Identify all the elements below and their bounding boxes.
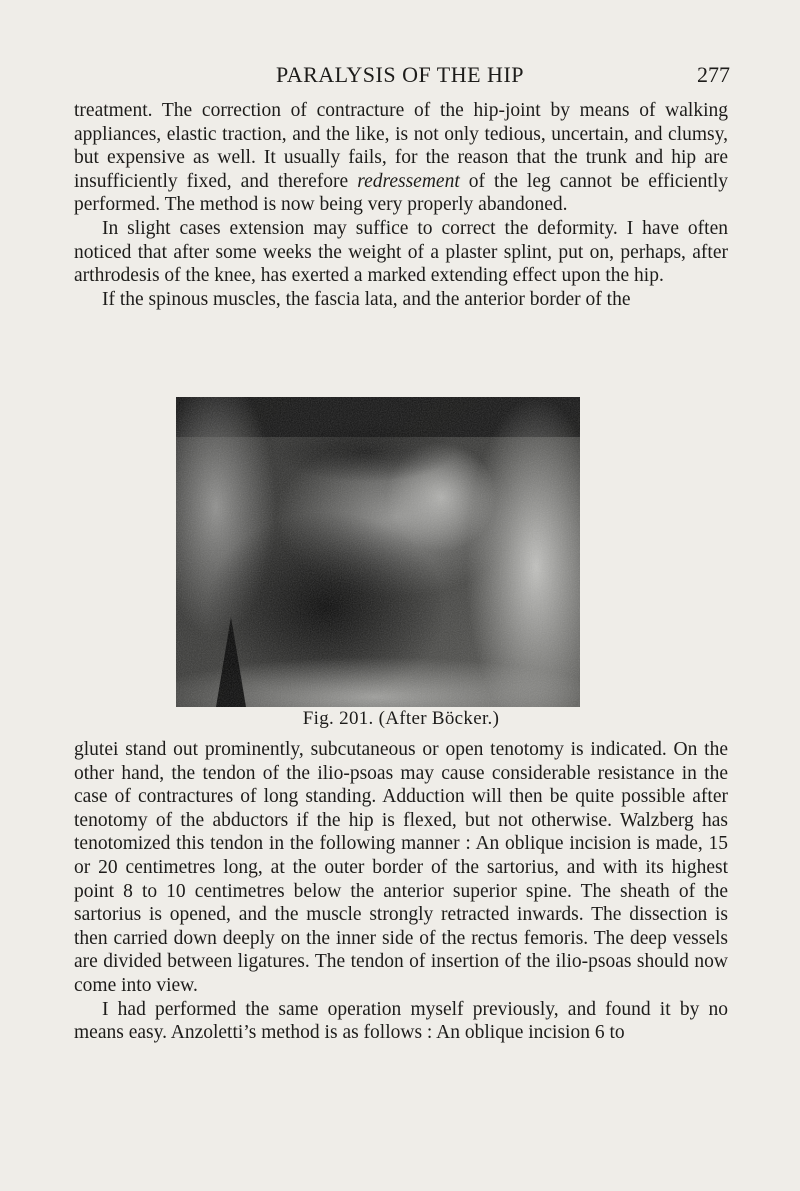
paragraph-1-text-a: treatment. The correction of contracture of the hip-joint by means of walking appliances, elastic traction, and the like, is not only tedious, uncertain, and clumsy, but expensive as well. It usually fails, for the reason that the trunk and hip are insufficiently fixed, and therefore <box>74 100 728 192</box>
page-header <box>70 62 730 94</box>
paragraph-2: In slight cases extension may suffice to correct the deformity. I have often noticed that after some weeks the weight of a plaster splint, put on, perhaps, after arthrodesis of the knee, has exerted a marked extending effect upon the hip. <box>74 217 728 287</box>
paragraph-4: I had performed the same operation myself previously, and found it by no means easy. Anzoletti’s method is as follows : An oblique incision 6 to <box>74 998 728 1044</box>
text-block-bottom <box>74 738 728 1045</box>
figure-caption: Fig. 201. (After Böcker.) <box>302 708 500 729</box>
paragraph-1 <box>74 99 728 217</box>
paragraph-1-text-b: of the leg cannot be efficiently performed. The method is now being very properly abandoned. <box>74 170 728 216</box>
page-number: 277 <box>697 62 730 87</box>
text-block-top <box>74 99 728 311</box>
radiograph-image <box>176 397 580 707</box>
radiograph-figure <box>176 397 580 707</box>
paragraph-3-start: If the spinous muscles, the fascia lata, and the anterior border of the <box>102 288 631 310</box>
paragraph-3-continued: glutei stand out prominently, subcutaneous or open tenotomy is indicated. On the other hand, the tendon of the ilio-psoas may cause considerable resistance in the case of contractures of long standing. Adduction will then be quite possible after tenotomy of the abductors if the hip is flexed, but not otherwise. Walzberg has tenotomized this tendon in the following manner : An oblique incision is made, 15 or 20 centimetres long, at the outer border of the sartorius, and with its highest point 8 to 10 centimetres below the anterior superior spine. The sheath of the sartorius is opened, and the muscle strongly retracted inwards. The dissection is then carried down deeply on the inner side of the rectus femoris. The deep vessels are divided between ligatures. The tendon of insertion of the ilio-psoas should now come into view. <box>74 739 728 996</box>
italic-term: redressement <box>357 170 460 192</box>
running-head: PARALYSIS OF THE HIP <box>275 62 525 87</box>
